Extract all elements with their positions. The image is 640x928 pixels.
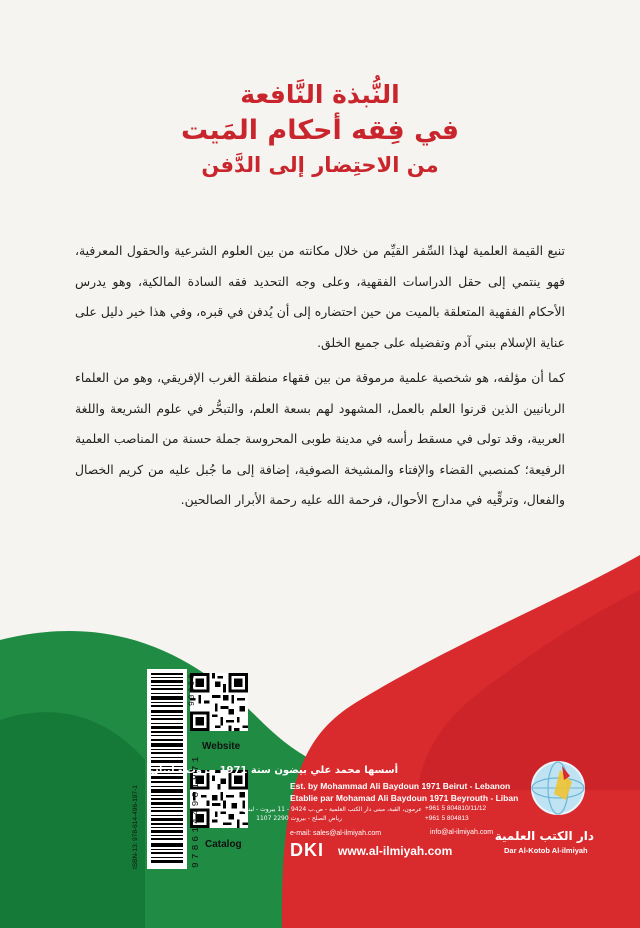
publisher-fax: +961 5 804813	[425, 815, 469, 822]
website-qr-label: Website	[202, 741, 241, 752]
blurb-paragraph-1: تنبع القيمة العلمية لهذا السِّفر القيِّم من خلال مكانته من بين العلوم الشرعية والحقول المعرفية، فهو ينتمي إلى حقل الدراسات الفقهية، وعلى وجه التحديد فقه السادة المالكية، وهو يدرس الأحكام الفقهية المتعلقة بالميت من حين احتضاره إلى أن يُدفن في قبره، وفي هذا خير دليل على عناية الإسلام ببني آدم وتفضيله على جميع الخلق.	[75, 243, 565, 350]
publisher-est-en: Est. by Mohammad Ali Baydoun 1971 Beirut - Lebanon	[290, 781, 511, 791]
book-title-line-2: في فِقه أحكام المَيت	[180, 115, 460, 146]
price-code: 90000	[188, 671, 197, 706]
publisher-globe-icon	[530, 760, 586, 816]
isbn-digits: 9786144961971	[190, 753, 201, 868]
publisher-email-sales[interactable]: e-mail: sales@al-ilmiyah.com	[290, 830, 382, 837]
publisher-logo-text: DKI	[290, 840, 324, 860]
website-qr-code[interactable]	[190, 673, 248, 731]
catalog-qr-label: Catalog	[205, 839, 242, 850]
publisher-email-info[interactable]: info@al-ilmiyah.com	[430, 829, 494, 836]
publisher-name-ar: دار الكتب العلمية	[494, 829, 594, 843]
publisher-website[interactable]: www.al-ilmiyah.com	[338, 844, 453, 858]
blurb	[75, 236, 565, 521]
blurb-paragraph-2: كما أن مؤلفه، هو شخصية علمية مرموقة من بين فقهاء منطقة الغرب الإفريقي، وهو من العلماء الربانيين الذين قرنوا العلم بالعمل، المشهود لهم بسعة العلم، والتبحُّر في علوم الشريعة واللغة العربية، وقد تولى في مسقط رأسه في مدينة طوبى المحروسة جملة حسنة من المناصب العلمية الرفيعة؛ كمنصبي القضاء والإفتاء والمشيخة الصوفية، إضافة إلى ما جُبل عليه من كريم الخصال والفعال، وترقِّيه في مدارج الأحوال، فرحمة الله عليه رحمة الأبرار الصالحين.	[75, 370, 565, 507]
isbn-label: ISBN-13: 978-614-496-197-1	[132, 785, 139, 869]
book-subtitle: من الاحتِضار إلى الدَّفن	[201, 153, 439, 177]
publisher-address-ar-1: عرمون، القبة، مبنى دار الكتب العلمية - ص.ب 9424 - 11 بيروت - لبنان	[242, 806, 422, 813]
book-title-line-1: النُّبذة النَّافعة	[240, 80, 400, 109]
publisher-name-en: Dar Al-Kotob Al-ilmiyah	[504, 846, 588, 855]
publisher-est-fr: Etablie par Mohamad Ali Baydoun 1971 Beyrouth - Liban	[290, 793, 519, 803]
publisher-founded-ar: أسسها محمد علي بيضون سنة 1971 بيروت - لبنان	[150, 765, 398, 776]
publisher-address-ar-2: رياض الصلح - بيروت 2290 1107	[256, 815, 342, 822]
publisher-phone: +961 5 804810/11/12	[425, 805, 487, 812]
